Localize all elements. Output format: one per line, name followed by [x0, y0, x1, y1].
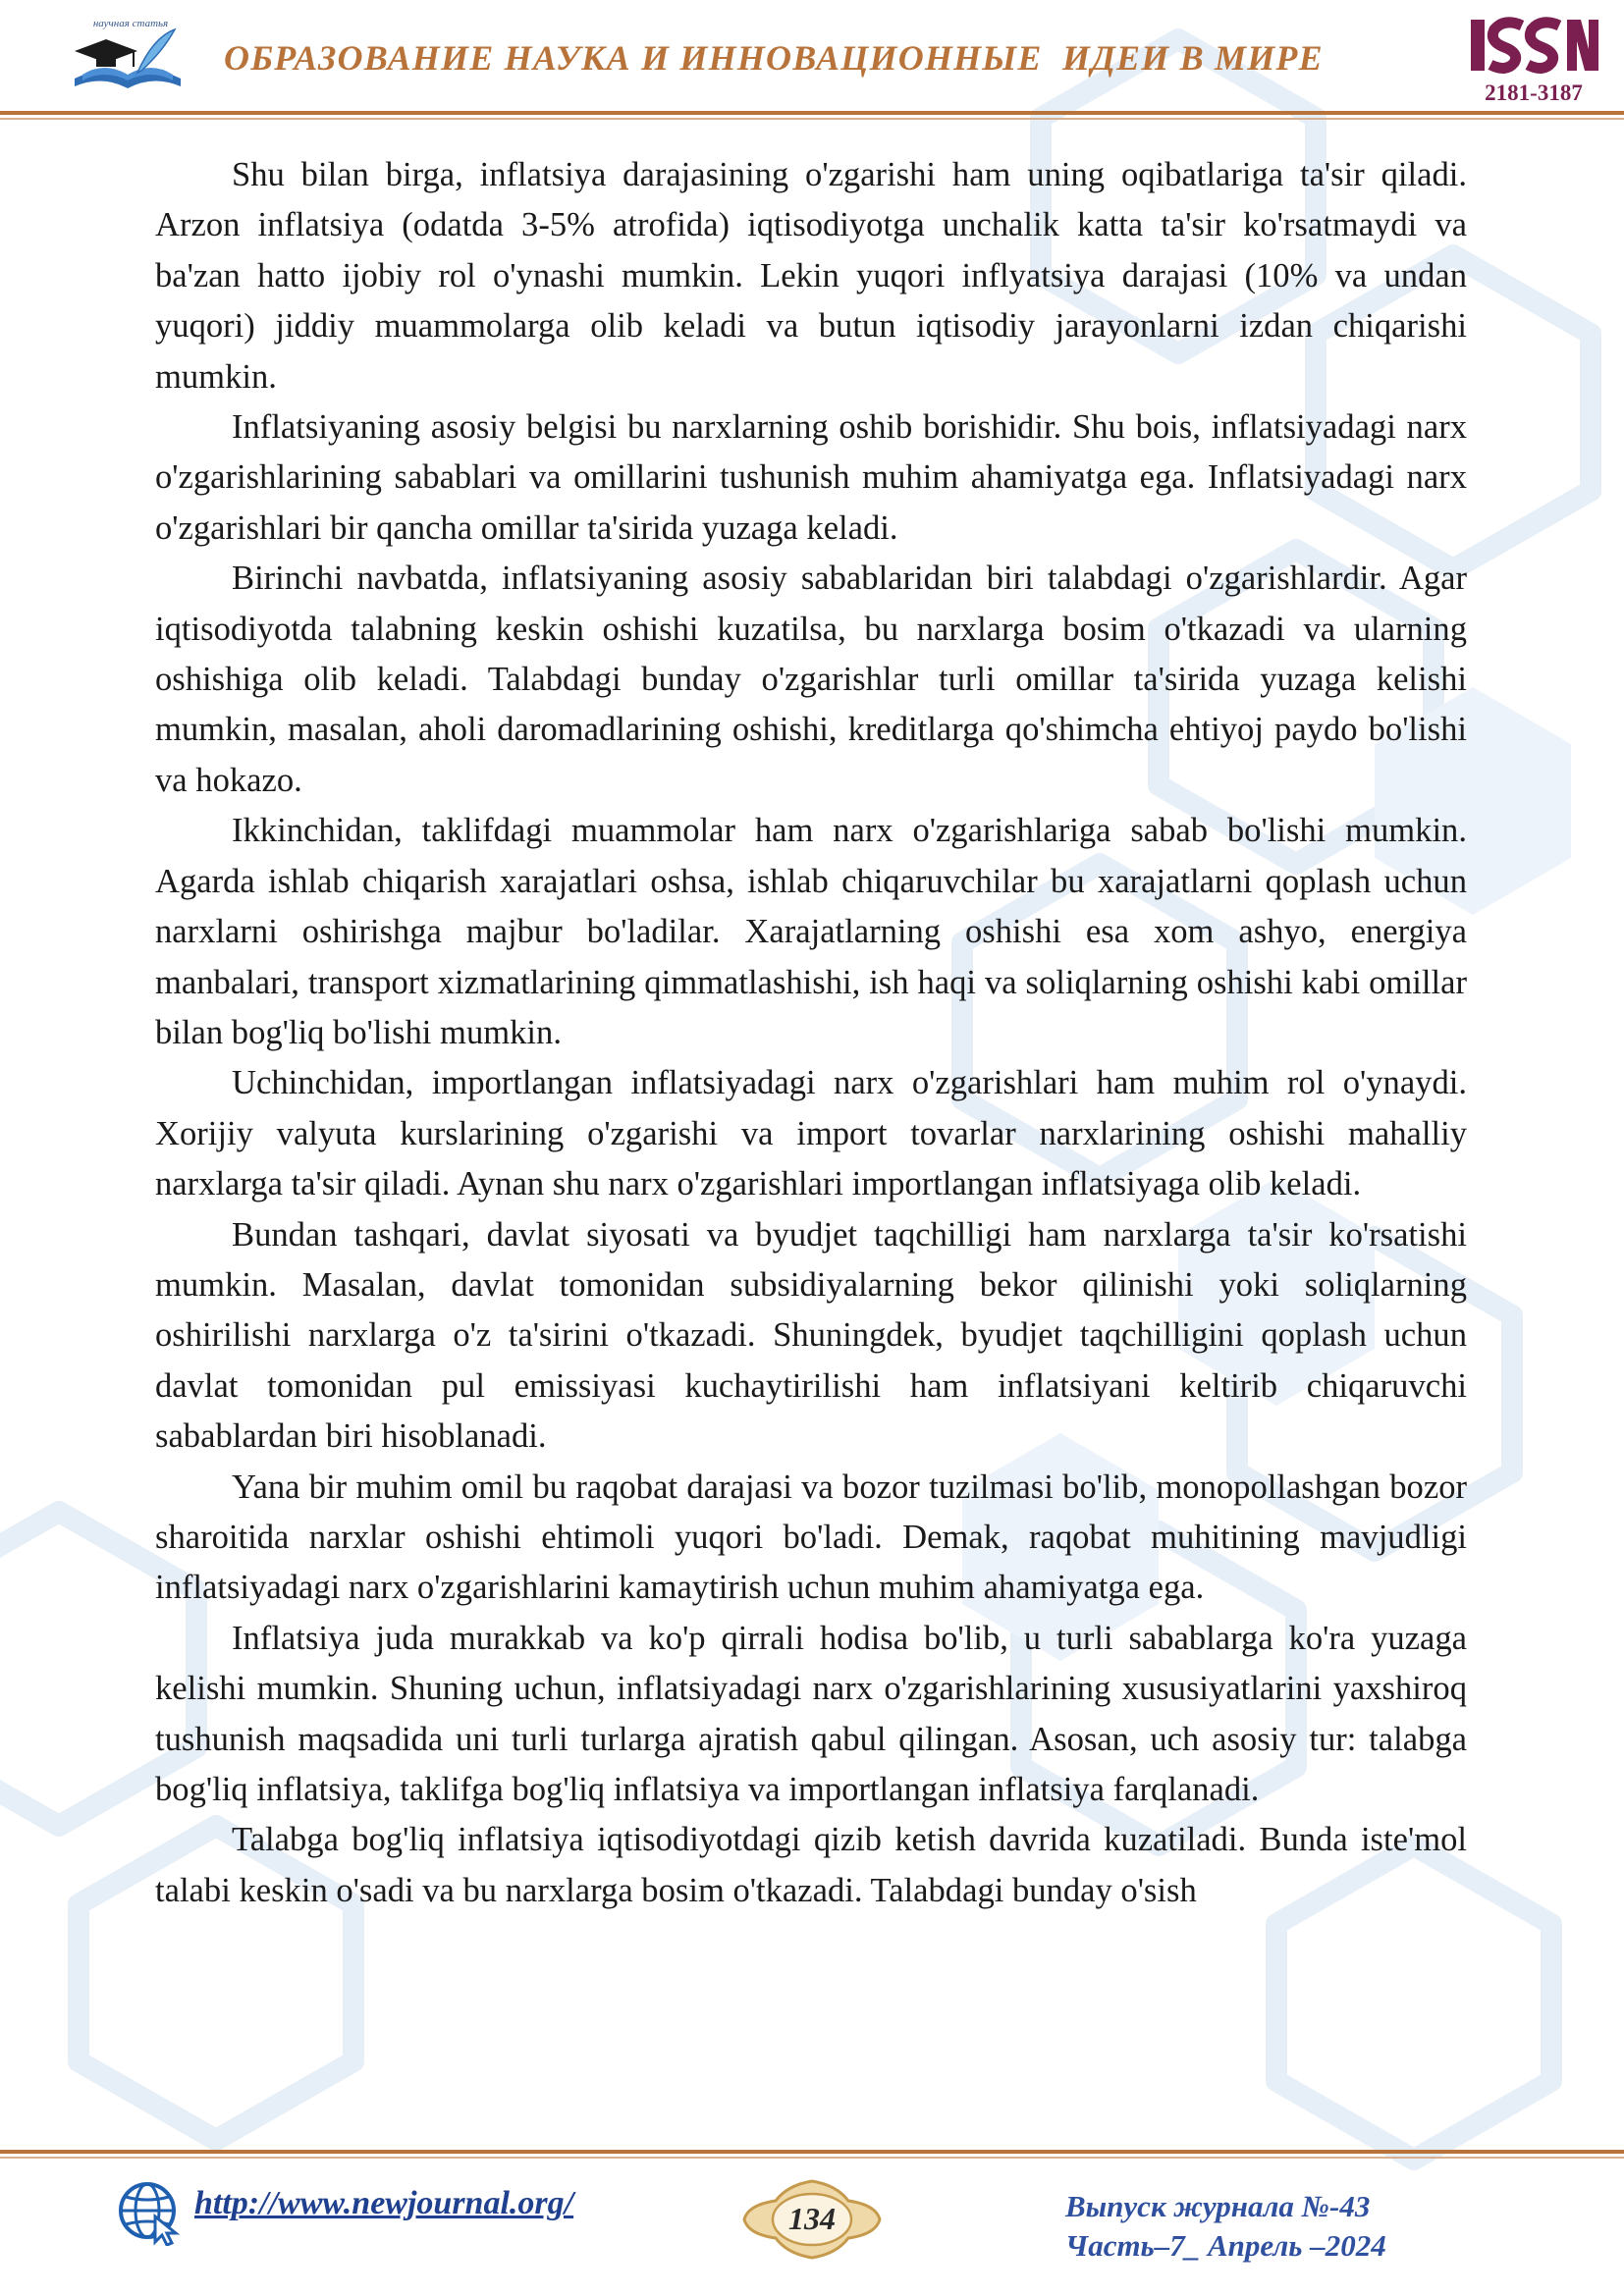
page-number: 134 — [788, 2201, 836, 2236]
globe-cursor-icon — [116, 2179, 183, 2246]
paragraph: Ikkinchidan, taklifdagi muammolar ham narx o'zgarishlariga sabab bo'lishi mumkin. Agarda ishlab chiqarish xarajatlari oshsa, ishlab chiqaruvchilar bu xarajatlarni qoplash uchun narxlarni oshirishga majbur bo'ladilar. Xarajatlarning oshishi esa xom ashyo, energiya manbalari, transport xizmatlarining qimmatlashishi, ish haqi va soliqlarning oshishi kabi omillar bilan bog'liq bo'lishi mumkin. — [155, 812, 1467, 1051]
footer-rule — [0, 2150, 1624, 2154]
issn-logo — [1465, 14, 1602, 112]
paragraph: Birinchi navbatda, inflatsiyaning asosiy sabablaridan biri talabdagi o'zgarishlardir. Agar iqtisodiyotda talabning keskin oshishi kuzatilsa, bu narxlarga bosim o'tkazadi va ularning oshishiga olib keladi. Talabdagi bunday o'zgarishlar turli omillar ta'sirida yuzaga kelishi mumkin, masalan, aholi daromadlarining oshishi, kreditlarga qo'shimcha ehtiyoj paydo bo'lishi va hokazo. — [155, 560, 1467, 799]
paragraph: Shu bilan birga, inflatsiya darajasining o'zgarishi ham uning oqibatlariga ta'sir qiladi. Arzon inflatsiya (odatda 3-5% atrofida) iqtisodiyotga unchalik katta ta'sir ko'rsatmaydi va ba'zan hatto ijobiy rol o'ynashi mumkin. Lekin yuqori inflyatsiya darajasi (10% va undan yuqori) jiddiy muammolarga olib keladi va butun iqtisodiy jarayonlarni izdan chiqarishi mumkin. — [155, 156, 1467, 396]
page-number-badge — [738, 2175, 886, 2264]
journal-logo — [69, 18, 187, 100]
header-rule — [0, 111, 1624, 115]
paragraph: Inflatsiya juda murakkab va ko'p qirrali hodisa bo'lib, u turli sabablarga ko'ra yuzaga kelishi mumkin. Shuning uchun, inflatsiyadagi narx o'zgarishlarining xususiyatlarini yaxshiroq tushunish maqsadida uni turli turlarga ajratish qabul qilingan. Asosan, uch asosiy tur: talabga bog'liq inflatsiya, taklifga bog'liq inflatsiya va importlangan inflatsiya farqlanadi. — [155, 1619, 1467, 1808]
issue-part-date: Часть–7_ Апрель –2024 — [1065, 2228, 1386, 2263]
paragraph: Inflatsiyaning asosiy belgisi bu narxlarning oshib borishidir. Shu bois, inflatsiyadagi narx o'zgarishlarining sabablari va omillarini tushunish muhim ahamiyatga ega. Inflatsiyadagi narx o'zgarishlari bir qancha omillar ta'sirida yuzaga keladi. — [155, 408, 1467, 547]
issn-icon — [1465, 14, 1602, 79]
header-rule-thin — [0, 118, 1624, 120]
paragraph: Bundan tashqari, davlat siyosati va byudjet taqchilligi ham narxlarga ta'sir ko'rsatishi mumkin. Masalan, davlat tomonidan subsidiyalarning bekor qilinishi yoki soliqlarning oshirilishi narxlarga o'z ta'sirini o'tkazadi. Shuningdek, byudjet taqchilligini qoplash uchun davlat tomonidan pul emissiyasi kuchaytirilishi ham inflatsiyani keltirib chiqaruvchi sabablardan biri hisoblanadi. — [155, 1215, 1467, 1456]
paragraph: Talabga bog'liq inflatsiya iqtisodiyotdagi qizib ketish davrida kuzatiladi. Bunda iste'mol talabi keskin o'sadi va bu narxlarga bosim o'tkazadi. Talabdagi bunday o'sish — [155, 1821, 1467, 1909]
paragraph: Yana bir muhim omil bu raqobat darajasi va bozor tuzilmasi bo'lib, monopollashgan bozor sharoitida narxlar oshishi ehtimoli yuqori bo'ladi. Demak, raqobat muhitining mavjudligi inflatsiyadagi narx o'zgarishlarini kamaytirish uchun muhim ahamiyatga ega. — [155, 1468, 1467, 1607]
logo-caption: научная статья — [92, 18, 169, 29]
article-body — [155, 150, 1467, 1916]
book-quill-icon — [69, 18, 187, 100]
footer-rule-thin — [0, 2157, 1624, 2159]
journal-website-link[interactable]: http://www.newjournal.org/ — [194, 2185, 574, 2221]
issue-number: Выпуск журнала №-43 — [1065, 2189, 1371, 2223]
journal-title: ОБРАЗОВАНИЕ НАУКА И ИННОВАЦИОННЫЕ ИДЕИ В МИРЕ — [224, 38, 1324, 78]
page-footer — [0, 2160, 1624, 2296]
page-header — [0, 0, 1624, 123]
paragraph: Uchinchidan, importlangan inflatsiyadagi narx o'zgarishlari ham muhim rol o'ynaydi. Xorijiy valyuta kurslarining o'zgarishi va import tovarlar narxlarining oshishi mahalliy narxlarga ta'sir qiladi. Aynan shu narx o'zgarishlari importlangan inflatsiyaga olib keladi. — [155, 1064, 1467, 1203]
issn-number: 2181-3187 — [1485, 80, 1583, 105]
